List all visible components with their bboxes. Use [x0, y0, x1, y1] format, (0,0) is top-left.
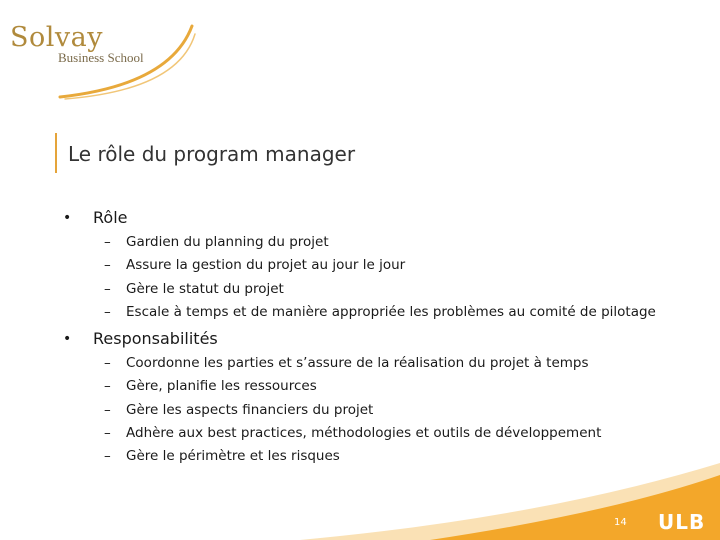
dash-icon: – [104, 355, 111, 372]
footer-band [0, 463, 720, 540]
dash-icon: – [104, 401, 111, 418]
bullet-responsibilities [60, 326, 710, 352]
logo-school-text: Business School [58, 50, 144, 65]
list-item [60, 231, 710, 254]
dash-icon: – [104, 425, 111, 442]
bullet-label: Rôle [93, 208, 128, 227]
list-item [60, 301, 710, 324]
dash-icon: – [104, 378, 111, 395]
bullet-role [60, 205, 710, 231]
list-item-text: Gère le périmètre et les risques [126, 448, 340, 465]
ulb-logo: ULB [658, 510, 706, 534]
logo-brand-text: Solvay [10, 22, 103, 53]
list-item [60, 375, 710, 398]
page-number: 14 [614, 517, 627, 528]
solvay-logo [0, 0, 210, 110]
dash-icon: – [104, 303, 111, 320]
list-item-text: Gère le statut du projet [126, 280, 284, 297]
list-item [60, 278, 710, 301]
list-item-text: Gardien du planning du projet [126, 234, 329, 250]
list-item-text: Adhère aux best practices, méthodologies et outils de développement [126, 425, 602, 442]
slide-content [60, 205, 710, 471]
dash-icon: – [104, 280, 111, 297]
bullet-dot-icon: • [63, 210, 72, 226]
list-item-text: Gère, planifie les ressources [126, 378, 317, 395]
list-item [60, 399, 710, 422]
list-item-text: Gère les aspects financiers du projet [126, 401, 374, 418]
list-item-text: Assure la gestion du projet au jour le jour [126, 257, 406, 274]
list-item [60, 422, 710, 445]
slide-title: Le rôle du program manager [68, 142, 356, 166]
title-accent-bar [55, 133, 57, 173]
dash-icon: – [104, 257, 111, 274]
list-item [60, 352, 710, 375]
dash-icon: – [104, 234, 111, 250]
list-item [60, 254, 710, 277]
dash-icon: – [104, 448, 111, 465]
responsibilities-list [60, 352, 710, 468]
list-item-text: Escale à temps et de manière appropriée les problèmes au comité de pilotage [126, 303, 656, 320]
bullet-dot-icon: • [63, 331, 72, 348]
bullet-label: Responsabilités [93, 329, 218, 349]
role-list [60, 231, 710, 324]
list-item-text: Coordonne les parties et s’assure de la réalisation du projet à temps [126, 355, 589, 372]
